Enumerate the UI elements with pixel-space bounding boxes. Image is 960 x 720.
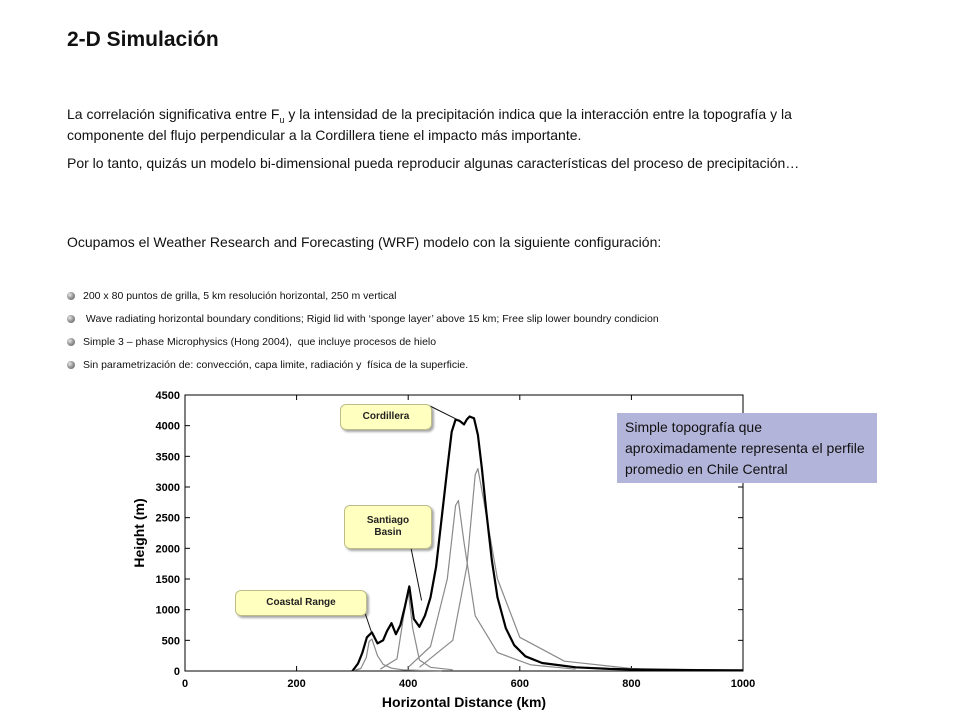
callout-santiago-basin bbox=[344, 505, 432, 549]
y-tick-label: 3000 bbox=[155, 482, 180, 494]
y-tick-label: 1500 bbox=[155, 574, 180, 586]
callout-cordillera-label: Cordillera bbox=[362, 411, 410, 422]
config-bullet-list bbox=[67, 288, 867, 380]
callout-santiago-label-2: Basin bbox=[374, 527, 402, 538]
leader-santiago bbox=[410, 543, 422, 600]
paragraph1-after: y la intensidad de la precipitación indica que la interacción entre la topografía y la componente del flujo perpendicular a la Cordillera tiene el impacto más importante. bbox=[67, 106, 792, 143]
bullet-icon bbox=[67, 338, 75, 346]
paragraph-correlation bbox=[67, 104, 827, 146]
callout-santiago-label-1: Santiago bbox=[366, 515, 410, 526]
bullet-icon bbox=[67, 315, 75, 323]
bullet-text: 200 x 80 puntos de grilla, 5 km resolución horizontal, 250 m vertical bbox=[83, 290, 397, 302]
callout-coastal-range bbox=[235, 590, 367, 616]
bullet-text: Simple 3 – phase Microphysics (Hong 2004), que incluye procesos de hielo bbox=[83, 336, 437, 348]
y-tick-label: 0 bbox=[173, 666, 180, 678]
callout-coastal-label: Coastal Range bbox=[266, 597, 336, 608]
x-tick-label: 0 bbox=[181, 678, 189, 690]
y-tick-label: 4000 bbox=[155, 420, 180, 433]
y-tick-label: 4500 bbox=[155, 390, 180, 402]
x-tick-label: 400 bbox=[399, 678, 418, 690]
x-tick-label: 1000 bbox=[730, 678, 756, 690]
bullet-item bbox=[67, 334, 867, 357]
bullet-item bbox=[67, 288, 867, 311]
leader-cordillera bbox=[430, 406, 458, 420]
y-tick-label: 2000 bbox=[155, 543, 180, 556]
y-axis-label: Height (m) bbox=[131, 498, 147, 568]
x-axis-label: Horizontal Distance (km) bbox=[381, 694, 547, 710]
leader-coastal bbox=[365, 613, 371, 632]
paragraph-model: Por lo tanto, quizás un modelo bi-dimensional pueda reproducir algunas características del proceso de precipitación… bbox=[67, 155, 800, 171]
bullet-icon bbox=[67, 292, 75, 300]
topography-note-box: Simple topografía que aproximadamente representa el perfile promedio en Chile Central bbox=[617, 413, 877, 483]
y-tick-label: 1000 bbox=[155, 604, 180, 617]
x-tick-label: 200 bbox=[287, 678, 306, 690]
paragraph1-subscript: u bbox=[279, 114, 285, 125]
y-tick-label: 3500 bbox=[155, 451, 180, 464]
x-tick-label: 600 bbox=[510, 678, 529, 690]
paragraph1-before: La correlación significativa entre F bbox=[67, 106, 280, 122]
y-tick-label: 500 bbox=[161, 635, 180, 648]
slide-title: 2-D Simulación bbox=[67, 28, 219, 51]
bullet-item bbox=[67, 311, 867, 334]
x-tick-label: 800 bbox=[622, 678, 641, 690]
y-tick-label: 2500 bbox=[155, 512, 180, 525]
callout-cordillera bbox=[340, 404, 432, 430]
bullet-icon bbox=[67, 361, 75, 369]
paragraph-wrf: Ocupamos el Weather Research and Forecasting (WRF) modelo con la siguiente configuración: bbox=[67, 234, 662, 250]
bullet-item bbox=[67, 357, 867, 380]
bullet-text: Wave radiating horizontal boundary conditions; Rigid lid with ‘sponge layer’ above 15 km; Free slip lower boundry condicion bbox=[83, 313, 659, 325]
bullet-text: Sin parametrización de: convección, capa limite, radiación y física de la superficie. bbox=[83, 359, 469, 371]
